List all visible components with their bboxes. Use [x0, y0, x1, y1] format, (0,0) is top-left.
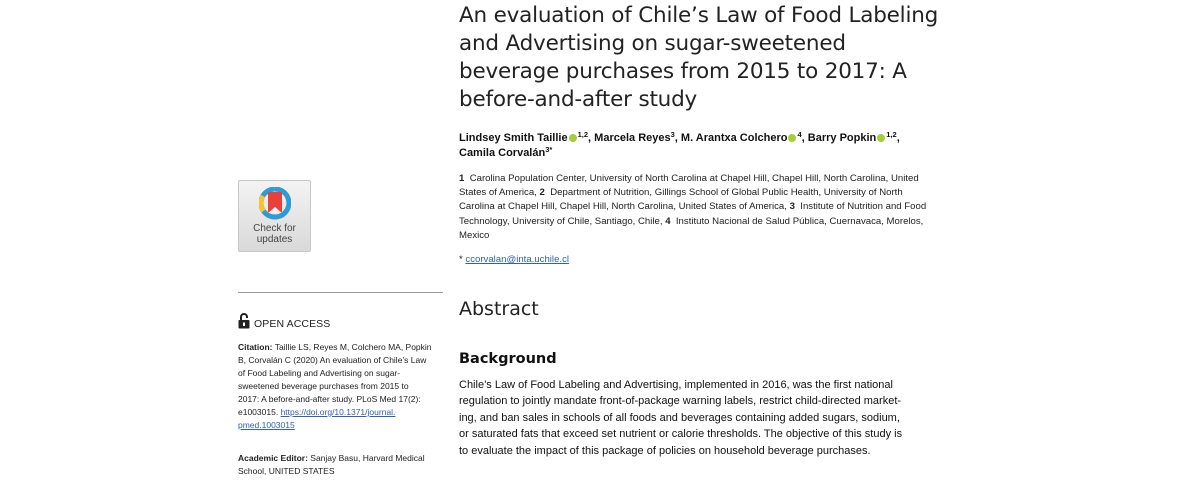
author-separator: ,	[674, 132, 681, 144]
citation-text: of Food Labeling and Advertising on sugar-	[238, 368, 401, 378]
title-line: An evaluation of Chile’s Law of Food Labeling	[459, 3, 939, 28]
paragraph-line: Chile’s Law of Food Labeling and Advertising, implemented in 2016, was the first national	[459, 379, 893, 391]
check-label-line: Check for	[253, 223, 296, 234]
author-separator: ,	[896, 132, 900, 144]
abstract-heading: Abstract	[459, 298, 539, 320]
background-paragraph	[459, 377, 979, 459]
paragraph-line: or saturated fats that exceed set nutrient or calorie thresholds. The objective of this study is	[459, 428, 903, 441]
title-line: and Advertising on sugar-sweetened	[459, 31, 846, 56]
affiliation-text: Institute of Nutrition and Food	[800, 201, 927, 213]
article-title	[459, 2, 979, 114]
author-name[interactable]: Camila Corvalán	[459, 147, 546, 159]
author-name[interactable]: Barry Popkin	[807, 132, 877, 144]
author-name[interactable]: M. Arantxa Colchero	[680, 132, 788, 144]
corresponding-star: *	[459, 254, 463, 265]
affiliation-text: Technology, University of Chile, Santiago, Chile,	[459, 215, 663, 227]
check-label-line: updates	[256, 234, 293, 245]
citation-text: 2017: A before-and-after study. PLoS Med 17(2):	[238, 394, 421, 404]
author-list	[459, 131, 999, 161]
affiliation-number: 4	[665, 215, 671, 227]
affiliation-text: Instituto Nacional de Salud Pública, Cuernavaca, Morelos,	[675, 215, 924, 227]
citation-text: e1003015.	[238, 407, 279, 417]
paragraph-line: regulation to jointly mandate front-of-package warning labels, restrict child-directed market-	[459, 395, 902, 408]
affiliation-sup: 4	[797, 130, 802, 139]
background-heading: Background	[459, 351, 557, 367]
check-for-updates-label	[239, 223, 310, 245]
title-line: before-and-after study	[459, 87, 698, 112]
affiliation-number: 3	[789, 201, 795, 213]
academic-editor	[238, 452, 448, 478]
author-name[interactable]: Lindsey Smith Taillie	[459, 132, 568, 144]
paragraph-line: ing, and ban sales in schools of all foods and beverages containing added sugars, sodium,	[459, 411, 900, 424]
corresponding-email	[459, 254, 569, 265]
orcid-icon[interactable]	[569, 134, 577, 142]
author-name[interactable]: Marcela Reyes	[594, 132, 671, 144]
editor-label: Academic Editor:	[238, 453, 308, 463]
affiliation-number: 1	[459, 173, 465, 184]
orcid-icon[interactable]	[877, 134, 885, 142]
citation-text: sweetened beverage purchases from 2015 to	[238, 381, 409, 391]
affiliation-sup: 3	[670, 130, 675, 139]
doi-link[interactable]: pmed.1003015	[238, 420, 295, 430]
editor-text: School, UNITED STATES	[238, 466, 335, 476]
affiliation-number: 3	[545, 145, 550, 154]
citation-label: Citation:	[238, 342, 273, 352]
doi-link[interactable]: https://doi.org/10.1371/journal.	[280, 407, 396, 417]
check-for-updates-bookmark-icon	[259, 187, 291, 221]
editor-text: Sanjay Basu, Harvard Medical	[310, 453, 425, 463]
title-line: beverage purchases from 2015 to 2017: A	[459, 59, 907, 84]
paragraph-line: to evaluate the impact of this package of policies on household beverage purchases.	[459, 444, 871, 457]
citation-block	[238, 341, 448, 432]
open-lock-icon	[238, 313, 250, 329]
check-for-updates-button[interactable]	[238, 180, 311, 252]
affiliations	[459, 172, 974, 243]
open-access-label: OPEN ACCESS	[254, 318, 331, 330]
affiliation-text: Department of Nutrition, Gillings School of Global Public Health, University of North	[550, 187, 903, 199]
citation-text: B, Corvalán C (2020) An evaluation of Chile’s Law	[238, 355, 427, 365]
affiliation-sup: 1,2	[577, 130, 589, 139]
affiliation-sup: 1,2	[886, 130, 897, 139]
affiliation-text: Carolina Population Center, University of North Carolina at Chapel Hill, Chapel Hill, North Carolina, United	[469, 173, 919, 184]
orcid-icon[interactable]	[788, 134, 796, 142]
affiliation-text: Carolina at Chapel Hill, Chapel Hill, North Carolina, United States of America,	[459, 201, 787, 213]
author-separator: ,	[801, 132, 808, 144]
affiliation-number: 2	[539, 187, 545, 199]
affiliation-text: Mexico	[459, 229, 490, 241]
affiliation-text: States of America,	[459, 187, 537, 199]
divider	[238, 292, 443, 293]
email-link[interactable]: ccorvalan@inta.uchile.cl	[465, 254, 569, 265]
citation-text: Taillie LS, Reyes M, Colchero MA, Popkin	[274, 342, 432, 352]
author-separator: ,	[588, 132, 595, 144]
corresponding-star: *	[549, 145, 553, 154]
affiliation-sup	[545, 145, 552, 154]
